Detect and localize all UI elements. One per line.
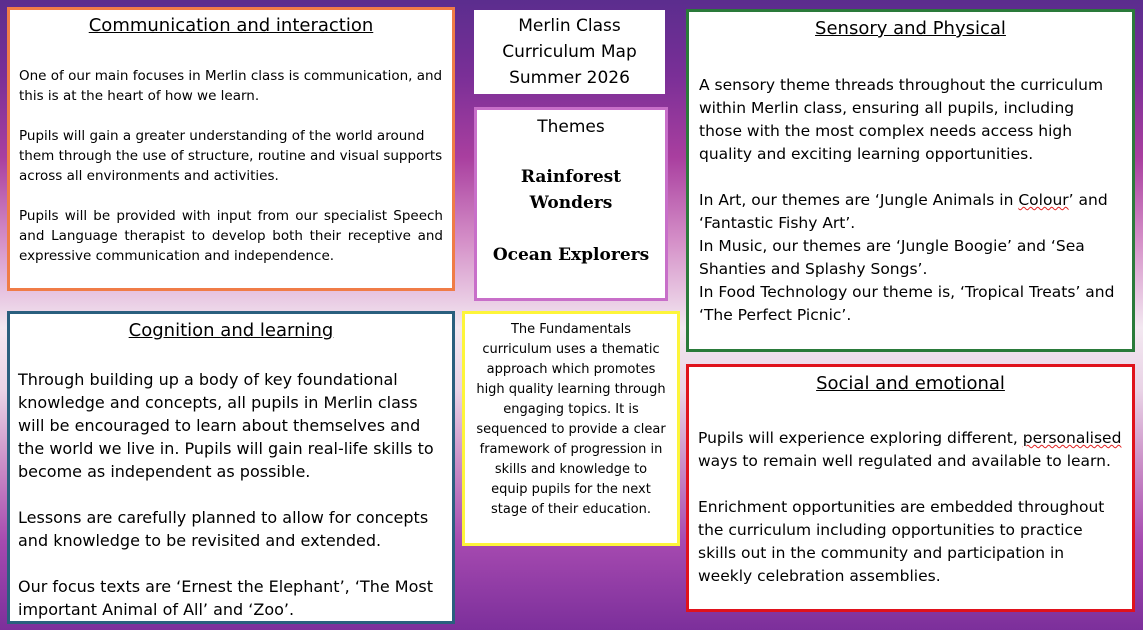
social-paragraph-1	[698, 427, 1123, 473]
sensory-panel	[686, 9, 1135, 352]
theme-rainforest: Rainforest Wonders	[520, 167, 622, 213]
themes-heading: Themes	[537, 117, 605, 137]
sensory-art	[699, 189, 1122, 235]
sensory-intro: A sensory theme threads throughout the curriculum within Merlin class, ensuring all pupils, including those with the most complex needs access high quality and exciting learning opportunities.	[699, 76, 1104, 163]
social-paragraph-1-text: Pupils will experience exploring different,	[698, 429, 1023, 447]
communication-panel	[7, 7, 455, 291]
sensory-art-text-end: ’ and ‘Fantastic Fishy Art’.	[699, 191, 1108, 232]
cognition-paragraph-3: Our focus texts are ‘Ernest the Elephant’, ‘The Most important Animal of All’ and ‘Zoo’.	[18, 577, 433, 619]
social-panel	[686, 364, 1135, 612]
themes-panel	[474, 107, 668, 301]
communication-heading: Communication and interaction	[88, 15, 374, 36]
cognition-paragraph-1: Through building up a body of key foundational knowledge and concepts, all pupils in Merlin class will be encouraged to learn about themselves and the world we live in. Pupils will gain real-life skills to become as independent as possible.	[18, 370, 434, 481]
cognition-heading: Cognition and learning	[128, 320, 334, 341]
spelling-flag-personalised: personalised	[1022, 429, 1122, 447]
communication-paragraph-2: Pupils will gain a greater understanding of the world around them through the use of structure, routine and visual supports across all environments and activities.	[19, 128, 443, 184]
social-heading: Social and emotional	[816, 373, 1005, 394]
theme-ocean: Ocean Explorers	[492, 245, 650, 265]
cognition-panel	[7, 311, 455, 624]
title-panel	[474, 10, 665, 94]
sensory-heading: Sensory and Physical	[815, 18, 1006, 39]
spelling-flag-colour: Colour	[1018, 191, 1069, 209]
sensory-music: In Music, our themes are ‘Jungle Boogie’ and ‘Sea Shanties and Splashy Songs’.	[699, 237, 1085, 278]
title-line-3: Summer 2026	[509, 68, 630, 88]
fundamentals-text: The Fundamentals curriculum uses a thematic approach which promotes high quality learning through engaging topics. It is sequenced to provide a clear framework of progression in skills and knowledge to equip pupils for the next stage of their education.	[476, 322, 666, 517]
social-paragraph-2: Enrichment opportunities are embedded throughout the curriculum including opportunities to practice skills out in the community and participation in weekly celebration assemblies.	[698, 498, 1105, 585]
communication-paragraph-1: One of our main focuses in Merlin class is communication, and this is at the heart of how we learn.	[19, 68, 443, 104]
sensory-art-text: In Art, our themes are ‘Jungle Animals in	[699, 191, 1019, 209]
social-paragraph-1-text-end: ways to remain well regulated and available to learn.	[698, 452, 1111, 470]
sensory-food: In Food Technology our theme is, ‘Tropical Treats’ and ‘The Perfect Picnic’.	[699, 283, 1115, 324]
cognition-paragraph-2: Lessons are carefully planned to allow for concepts and knowledge to be revisited and extended.	[18, 508, 429, 550]
title-line-2: Curriculum Map	[502, 42, 637, 62]
communication-paragraph-3: Pupils will be provided with input from our specialist Speech and Language therapist to develop both their receptive and expressive communication and independence.	[19, 208, 443, 264]
title-line-1: Merlin Class	[518, 16, 621, 36]
fundamentals-panel	[462, 311, 680, 546]
